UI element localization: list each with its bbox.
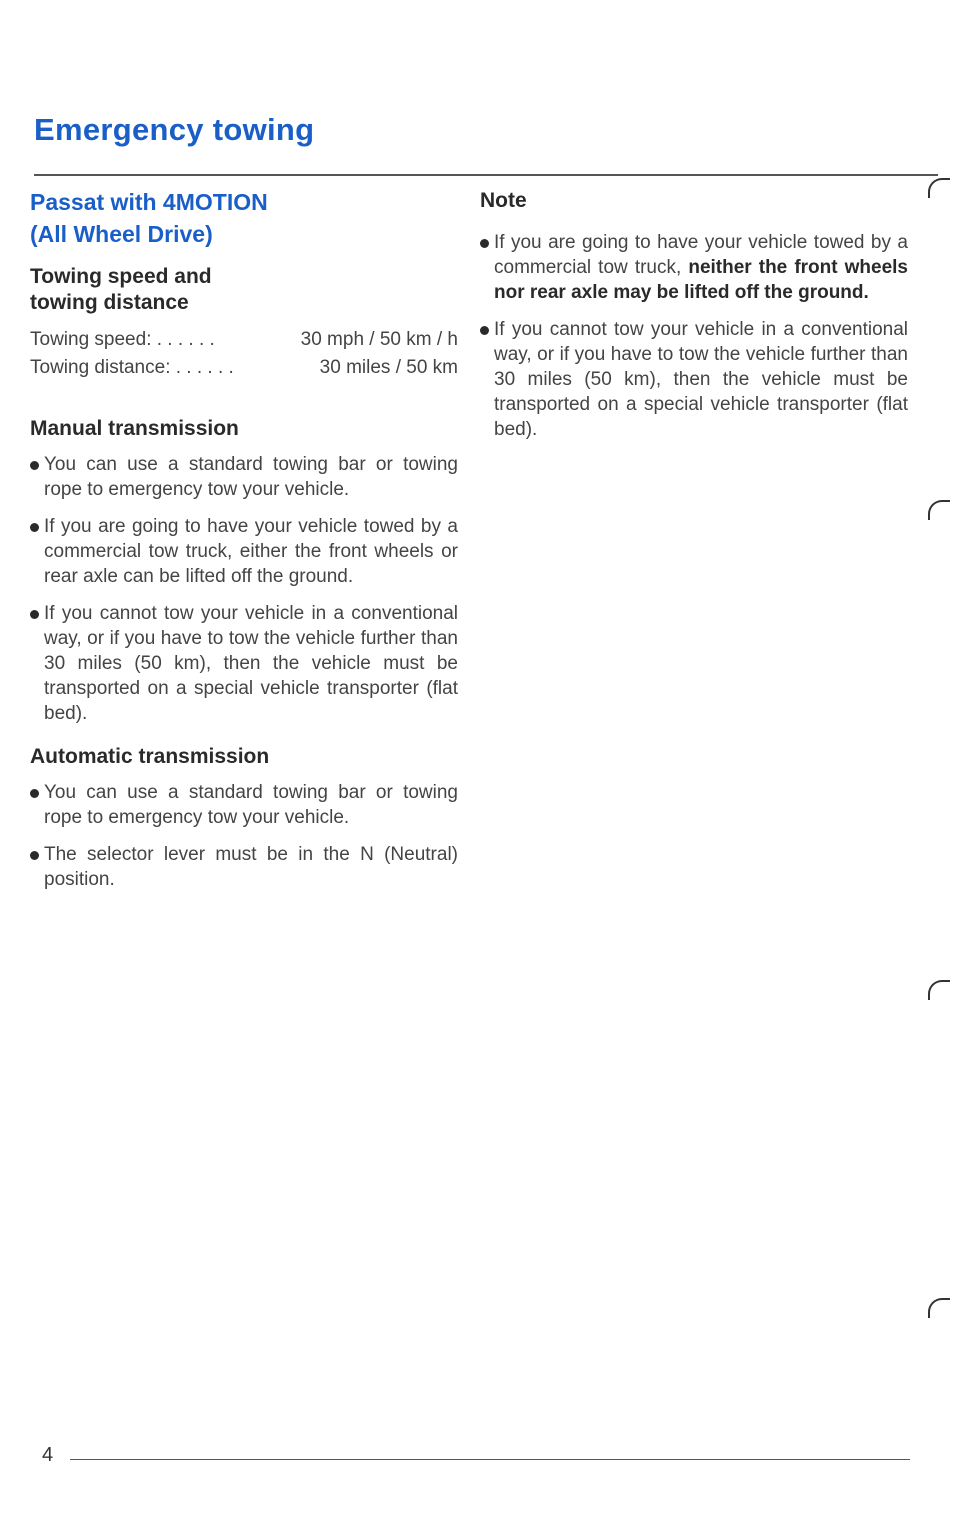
- towing-speed-value: 30 mph / 50 km / h: [300, 329, 458, 350]
- towing-speed-row: [30, 326, 458, 354]
- automatic-bullet-1: You can use a standard towing bar or towing rope to emergency tow your vehicle.: [30, 780, 458, 830]
- towing-specs: [30, 326, 458, 382]
- manual-bullet-1: You can use a standard towing bar or towing rope to emergency tow your vehicle.: [30, 452, 458, 502]
- page-number: 4: [42, 1444, 54, 1466]
- note-bullet-1-text: If you are going to have your vehicle towed by a commercial tow truck,: [494, 232, 908, 278]
- towing-speed-heading: [30, 264, 458, 316]
- section-title-line1: Passat with 4MOTION: [30, 189, 268, 215]
- binder-tab-mark: [928, 178, 950, 198]
- section-title-line2: (All Wheel Drive): [30, 221, 213, 247]
- binder-tab-mark: [928, 500, 950, 520]
- manual-transmission-heading: Manual transmission: [30, 417, 239, 440]
- towing-distance-row: [30, 354, 458, 382]
- towing-heading-line2: towing distance: [30, 291, 189, 314]
- title-divider: [34, 174, 938, 176]
- towing-speed-label: Towing speed: . . . . . .: [30, 329, 215, 350]
- binder-tab-mark: [928, 1298, 950, 1318]
- manual-bullet-3: If you cannot tow your vehicle in a conventional way, or if you have to tow the vehicle further than 30 miles (50 km), then the vehicle must be transported on a special vehicle transporter (flat bed).: [30, 601, 458, 726]
- towing-distance-value: 30 miles / 50 km: [319, 357, 458, 378]
- automatic-bullet-2: The selector lever must be in the N (Neutral) position.: [30, 842, 458, 892]
- left-column: [30, 186, 458, 904]
- towing-distance-label: Towing distance: . . . . . .: [30, 357, 234, 378]
- note-bullet-1-warning: neither the front wheels nor rear axle may be lifted off the ground.: [494, 257, 909, 303]
- section-title: [30, 186, 458, 250]
- manual-bullet-2: If you are going to have your vehicle towed by a commercial tow truck, either the front wheels or rear axle can be lifted off the ground.: [30, 514, 458, 589]
- note-bullet-2: If you cannot tow your vehicle in a conventional way, or if you have to tow the vehicle further than 30 miles (50 km), then the vehicle must be transported on a special vehicle transporter (flat bed).: [480, 317, 908, 442]
- binder-tab-mark: [928, 980, 950, 1000]
- automatic-transmission-heading: Automatic transmission: [30, 745, 270, 768]
- towing-heading-line1: Towing speed and: [30, 265, 212, 288]
- right-column: [480, 186, 908, 454]
- note-title: Note: [480, 189, 527, 212]
- page-title: Emergency towing: [34, 112, 315, 147]
- note-bullet-1: [480, 230, 908, 305]
- footer-divider: [70, 1459, 910, 1460]
